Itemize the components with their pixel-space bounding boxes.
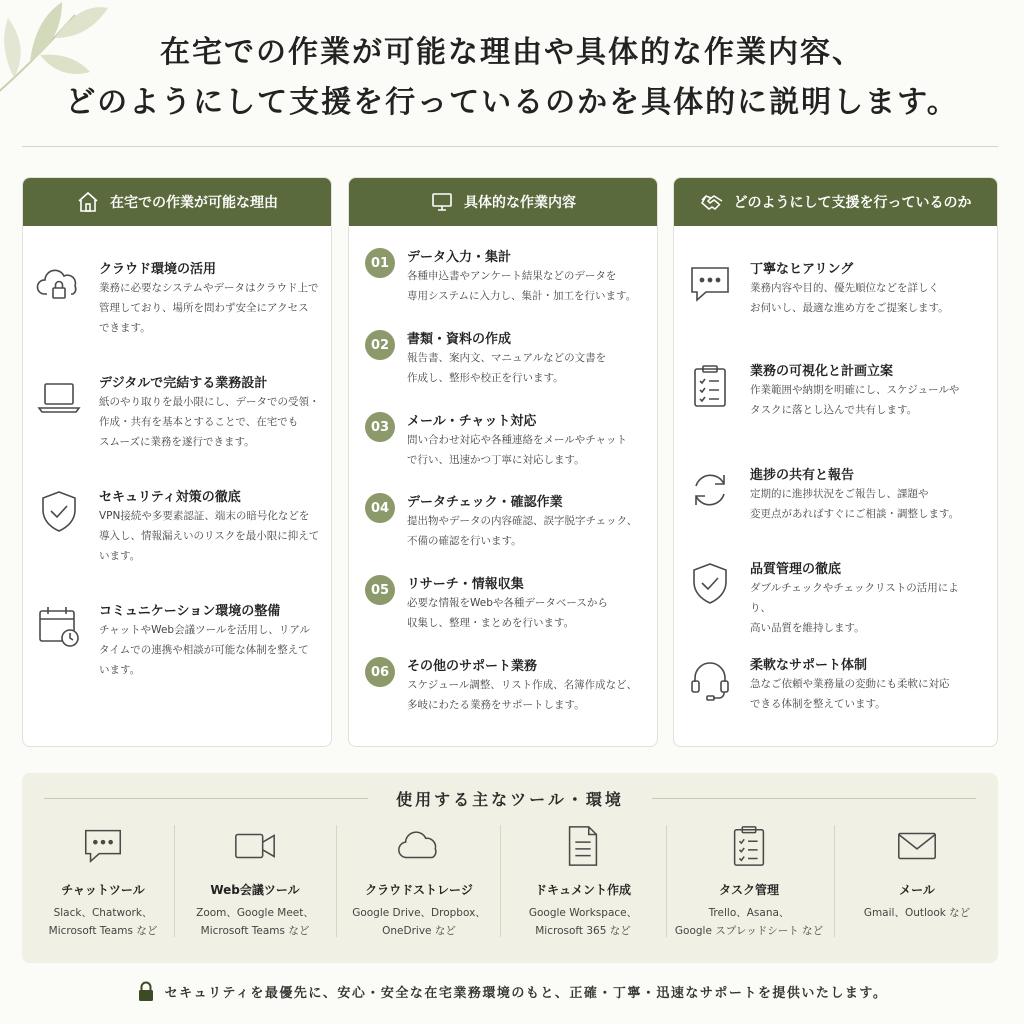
tool-title: メール [899, 883, 935, 897]
column-header [674, 178, 997, 226]
item-description: 業務内容や目的、優先順位などを詳しく お伺いし、最適な進め方をご提案します。 [750, 282, 949, 314]
item-title: 業務の可視化と計画立案 [750, 364, 894, 379]
tool-description: Trello、Asana、 Google スプレッドシート など [674, 907, 824, 937]
item-title: 進捗の共有と報告 [750, 468, 855, 483]
column-header [349, 178, 657, 226]
item-title: デジタルで完結する業務設計 [99, 376, 268, 391]
headset-icon [686, 656, 734, 704]
house-icon [76, 190, 100, 214]
item-description: チャットやWeb会議ツールを活用し、リアル タイムでの連携や相談が可能な体制を整えて います。 [99, 624, 310, 676]
number-badge: 04 [365, 493, 395, 523]
tool-description: Gmail、Outlook など [863, 907, 971, 919]
column-header-label: 具体的な作業内容 [464, 195, 576, 211]
video-camera-icon [232, 823, 278, 869]
mail-icon [894, 823, 940, 869]
tool-web-meeting [174, 823, 336, 948]
item-description: 報告書、案内文、マニュアルなどの文書を 作成し、整形や校正を行います。 [407, 352, 607, 384]
tool-title: ドキュメント作成 [534, 883, 631, 897]
item-title: 丁寧なヒアリング [750, 262, 854, 277]
cloud-icon [396, 823, 442, 869]
tool-mail [836, 823, 998, 948]
tool-description: Slack、Chatwork、 Microsoft Teams など [48, 907, 158, 937]
item-description: 各種申込書やアンケート結果などのデータを 専用システムに入力し、集計・加工を行います。 [407, 270, 637, 302]
column-reasons [22, 177, 332, 747]
footer-text: セキュリティを最優先に、安心・安全な在宅業務環境のもと、正確・丁寧・迅速なサポートを提供いたします。 [164, 985, 888, 1001]
tool-divider [834, 825, 835, 937]
page-title-line2: どのようにして支援を行っているのかを具体的に説明します。 [65, 85, 959, 120]
item-description: 業務に必要なシステムやデータはクラウド上で 管理しており、場所を問わず安全にアクセス できます。 [99, 282, 319, 334]
column-header-label: どのようにして支援を行っているのか [733, 195, 972, 211]
lock-icon [137, 980, 155, 1002]
title-divider [22, 146, 998, 147]
shield-check-icon [686, 560, 734, 608]
item-title: 柔軟なサポート体制 [750, 658, 868, 673]
tool-divider [336, 825, 337, 937]
cloud-lock-icon [35, 260, 83, 308]
document-icon [560, 823, 606, 869]
item-title: コミュニケーション環境の整備 [99, 604, 281, 619]
tool-chat [22, 823, 184, 948]
item-description: 必要な情報をWebや各種データベースから 収集し、整理・まとめを行います。 [407, 597, 608, 629]
item-title: 品質管理の徹底 [750, 562, 842, 577]
chat-bubble-icon [686, 260, 734, 308]
tool-title: チャットツール [61, 883, 145, 897]
column-header [23, 178, 331, 226]
item-description: 急なご依頼や業務量の変動にも柔軟に対応 できる体制を整えています。 [750, 678, 950, 710]
number-badge: 06 [365, 657, 395, 687]
item-title: リサーチ・情報収集 [407, 577, 524, 592]
handshake-icon [700, 190, 724, 214]
item-title: クラウド環境の活用 [99, 262, 217, 277]
tool-documents [502, 823, 664, 948]
page-title-line1: 在宅での作業が可能な理由や具体的な作業内容、 [160, 35, 864, 70]
item-description: スケジュール調整、リスト作成、名簿作成など、 多岐にわたる業務をサポートします。 [407, 679, 638, 711]
laptop-icon [35, 374, 83, 422]
item-description: 作業範囲や納期を明確にし、スケジュールや タスクに落とし込んで共有します。 [750, 384, 960, 416]
number-badge: 01 [365, 248, 395, 278]
item-title: メール・チャット対応 [407, 414, 537, 429]
tool-divider [666, 825, 667, 937]
shield-check-icon [35, 488, 83, 536]
item-description: 問い合わせ対応や各種連絡をメールやチャット で行い、迅速かつ丁寧に対応します。 [407, 434, 627, 466]
tool-description: Zoom、Google Meet、 Microsoft Teams など [196, 907, 314, 937]
item-description: VPN接続や多要素認証、端末の暗号化などを 導入し、情報漏えいのリスクを最小限に抑えて います。 [99, 510, 320, 562]
footer-note [0, 980, 1024, 1002]
tools-section [22, 773, 998, 963]
clipboard-checklist-icon [686, 362, 734, 410]
item-title: データチェック・確認作業 [407, 495, 563, 510]
tool-task-management [668, 823, 830, 948]
column-header-label: 在宅での作業が可能な理由 [110, 195, 278, 211]
tool-cloud-storage [338, 823, 500, 948]
tool-title: クラウドストレージ [365, 883, 473, 897]
chat-bubble-icon [80, 823, 126, 869]
tools-heading: 使用する主なツール・環境 [396, 790, 624, 809]
item-title: データ入力・集計 [407, 250, 512, 265]
tool-title: Web会議ツール [210, 883, 300, 897]
item-description: 提出物やデータの内容確認、誤字脱字チェック、 不備の確認を行います。 [407, 515, 638, 547]
item-description: 定期的に進捗状況をご報告し、課題や 変更点があればすぐにご相談・調整します。 [750, 488, 960, 520]
item-description: 紙のやり取りを最小限にし、データでの受領・ 作成・共有を基本とすることで、在宅でも スムーズに業務を遂行できます。 [99, 396, 320, 448]
calendar-clock-icon [35, 602, 83, 650]
clipboard-checklist-icon [726, 823, 772, 869]
tool-title: タスク管理 [718, 883, 779, 897]
tool-description: Google Workspace、 Microsoft 365 など [528, 907, 638, 937]
item-description: ダブルチェックやチェックリストの活用により、 高い品質を維持します。 [750, 582, 959, 634]
number-badge: 05 [365, 575, 395, 605]
column-support [673, 177, 998, 747]
item-title: セキュリティ対策の徹底 [99, 490, 241, 505]
refresh-icon [686, 466, 734, 514]
tool-divider [500, 825, 501, 937]
item-title: 書類・資料の作成 [407, 332, 512, 347]
page-title [0, 28, 1024, 128]
monitor-icon [430, 190, 454, 214]
tool-description: Google Drive、Dropbox、 OneDrive など [352, 907, 486, 937]
number-badge: 02 [365, 330, 395, 360]
item-title: その他のサポート業務 [407, 659, 538, 674]
column-tasks [348, 177, 658, 747]
number-badge: 03 [365, 412, 395, 442]
